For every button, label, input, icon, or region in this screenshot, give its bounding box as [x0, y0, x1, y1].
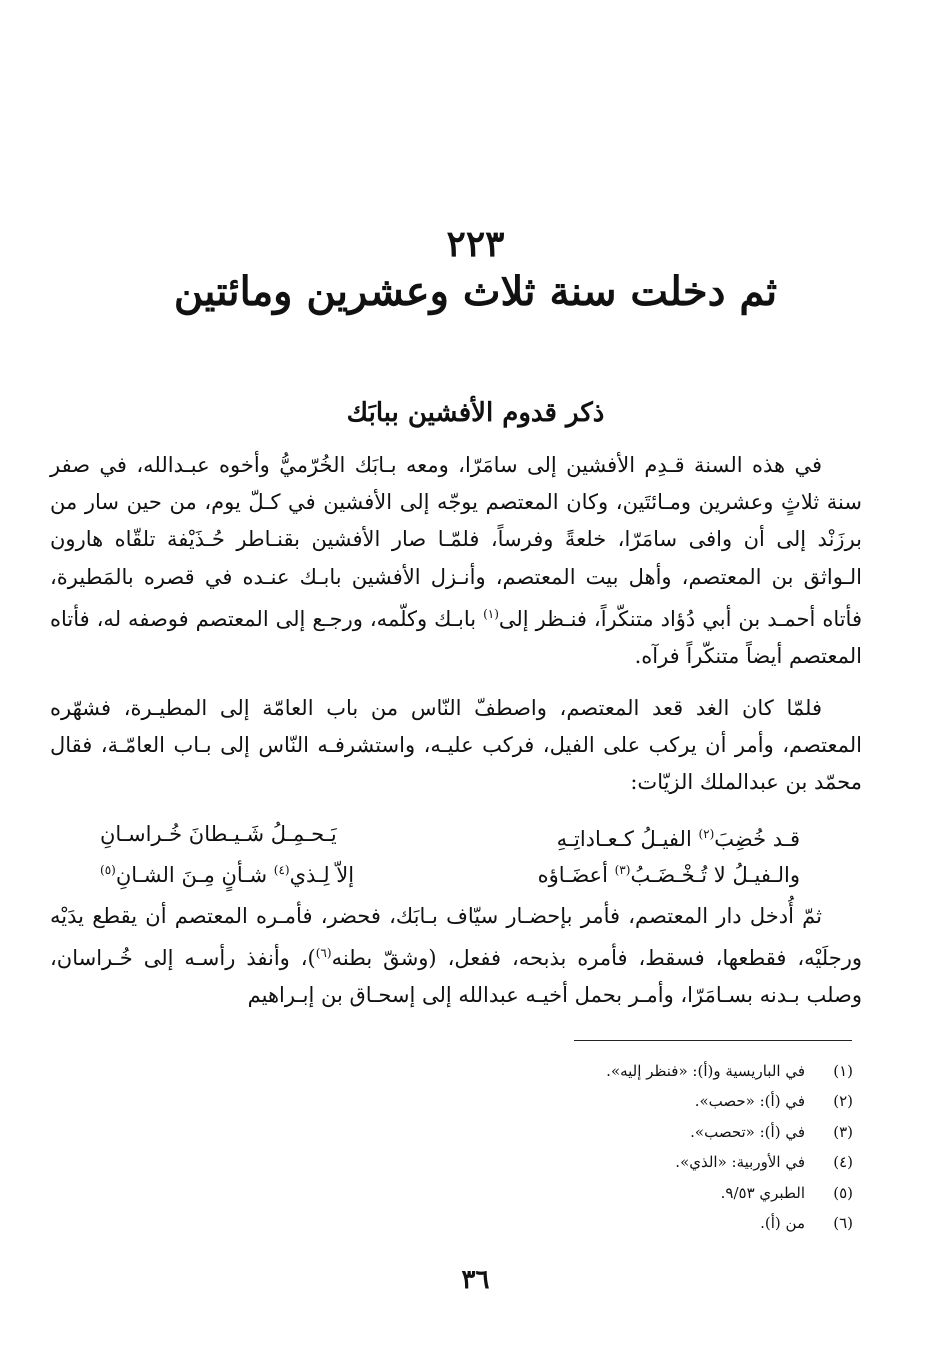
footnote-ref: (٤): [273, 863, 290, 877]
footnote-separator: [574, 1040, 852, 1041]
chapter-title: ثم دخلت سنة ثلاث وعشرين ومائتين: [173, 268, 778, 315]
footnote-ref: (٥): [100, 863, 116, 877]
verse-hemistich-second: إلاّ لِـذي$^{(٤)}$ شـأنٍ مِـنَ الشـانِ$^{(٥)}$: [100, 863, 355, 887]
verse-hemistich-second: يَـحـمِـلُ شَـيـطانَ خُـراسـانِ: [100, 822, 337, 846]
footnote-item: (١) في الباريسية و(أ): «فنظر إليه».: [606, 1062, 853, 1080]
footnote-item: (٢) في (أ): «حصب».: [694, 1092, 853, 1111]
footnote-ref: (٦): [315, 946, 332, 961]
paragraph-3: ثمّ أُدخل دار المعتصم، فأمر بإحضـار سيّاف بـابَك، فحضر، فأمـره المعتصم أن يقطع يدَيْه ورجلَيْه، فقطعها، فسقط، فأمره بذبحه، ففعل، (وشقّ بطنه$^{(٦)}$)، وأنفذ رأسـه إلى خُـراسان، وصلب بـدنه بسـامَرّا، وأمـر بحمل أخيـه عبدالله إلى إسحـاق بن إبـراهيم: [50, 904, 862, 1008]
paragraph-2: فلمّا كان الغد قعد المعتصم، واصطفّ النّاس من باب العامّة إلى المطيـرة، فشهّره المعتصم، وأمر أن يركب على الفيل، فركب عليـه، واستشرفـه النّاس إلى بـاب العامّـة، فقال محمّد بن عبدالملك الزيّات:: [50, 696, 862, 795]
paragraph-1-tail: بابـك وكلّمه، ورجـع إلى المعتصم فوصفه له، فأتاه المعتصم أيضاً متنكّراً فرآه.: [50, 606, 862, 669]
footnote-item: (٤) في الأوربية: «الذي».: [675, 1153, 853, 1172]
verse-line: [100, 852, 800, 888]
footnote-ref: (٣): [614, 863, 631, 877]
footnote-item: (٥) الطبري ٩/٥٣.: [720, 1183, 853, 1202]
verse-hemistich-first: قـد خُضِبَ$^{(٢)}$ الفيـلُ كـعـاداتِـهِ: [556, 827, 800, 851]
verse-line: [100, 816, 800, 852]
paragraph-1: [50, 447, 862, 675]
footnote-ref: (٢): [698, 827, 715, 841]
section-heading: ذكر قدوم الأفشين ببابَك: [346, 398, 605, 428]
footnote-item: (٣) في (أ): «تحصب».: [690, 1122, 853, 1141]
footnote-item: (٦) من (أ).: [760, 1213, 853, 1232]
footnote-ref: (١): [483, 606, 499, 621]
page-number: ٣٦: [461, 1265, 490, 1295]
year-number: ٢٢٣: [446, 223, 505, 265]
verse-block: [100, 816, 800, 888]
verse-hemistich-first: والـفيـلُ لا تُـخْـضَـبُ$^{(٣)}$ أعضَـاؤه: [537, 863, 800, 887]
footnotes: [333, 1056, 853, 1238]
paragraph-1-text: في هذه السنة قـدِم الأفشين إلى سامَرّا، ومعه بـابَك الخُرّميُّ وأخوه عبـدالله، في صفر سنة ثلاثٍ وعشرين ومـائتَين، وكان المعتصم يوجّه إلى الأفشين في كـلّ يوم، من حين سار من برزَنْد إلى أن وافى سامَرّا، خلعةً وفرساً، فلمّـا صار الأفشين بقنـاطر حُـذَيْفة تلقّاه هارون الـواثق بن المعتصم، وأهل بيت المعتصم، وأنـزل الأفشين بابـك عنـده في قصره بالمَطيرة، فأتاه أحمـد بن أبي دُؤاد متنكّراً، فنـظر إلى: [50, 453, 862, 631]
